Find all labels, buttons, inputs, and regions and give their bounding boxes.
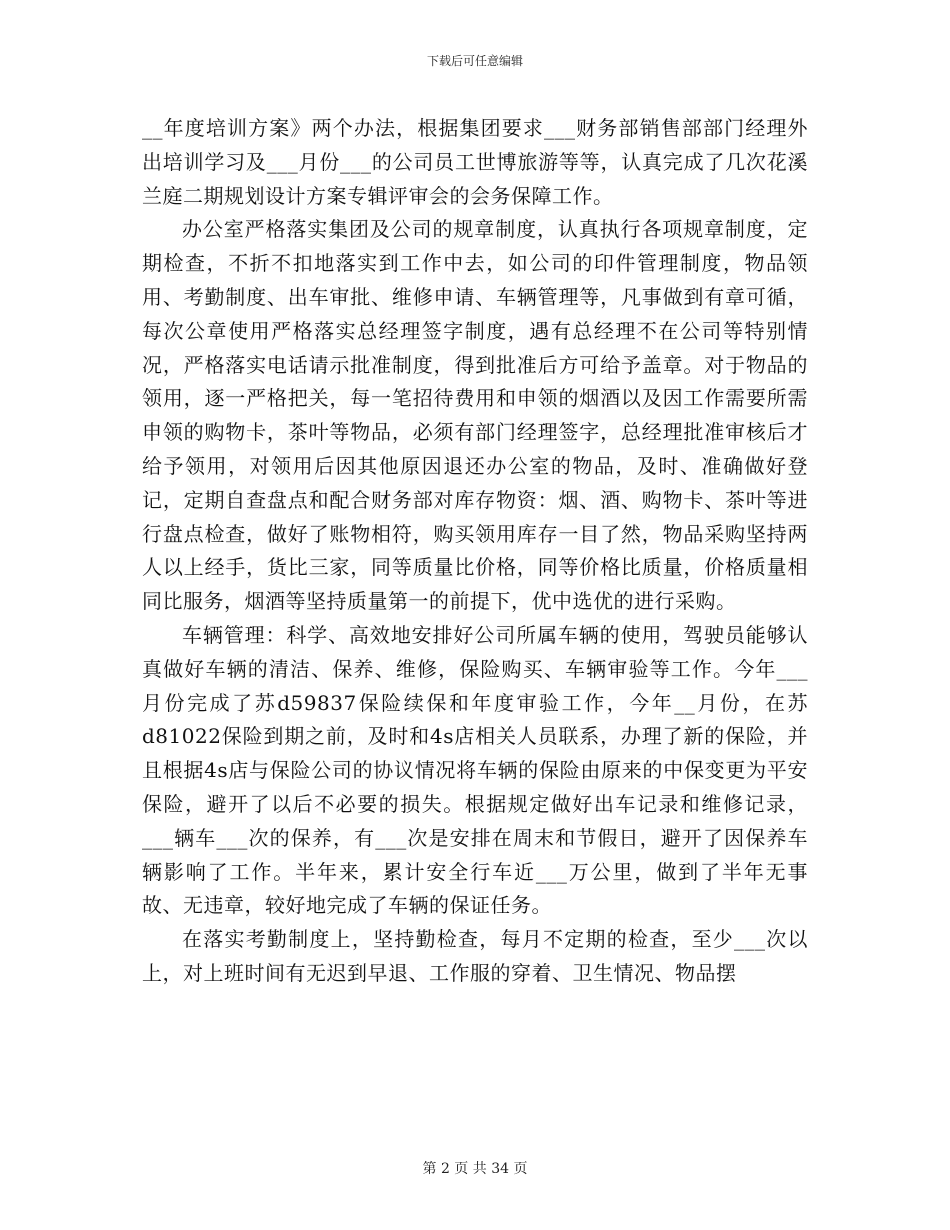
paragraph-4: 在落实考勤制度上，坚持勤检查，每月不定期的检查，至少___次以上，对上班时间有无迟到早退、工作服的穿着、卫生情况、物品摆 xyxy=(142,927,808,985)
paragraph-2: 办公室严格落实集团及公司的规章制度，认真执行各项规章制度，定期检查，不折不扣地落实到工作中去，如公司的印件管理制度，物品领用、考勤制度、出车审批、维修申请、车辆管理等，凡事做到有章可循，每次公章使用严格落实总经理签字制度，遇有总经理不在公司等特别情况，严格落实电话请示批准制度，得到批准后方可给予盖章。对于物品的领用，逐一严格把关，每一笔招待费用和申领的烟酒以及因工作需要所需申领的购物卡，茶叶等物品，必须有部门经理签字，总经理批准审核后才给予领用，对领用后因其他原因退还办公室的物品，及时、准确做好登记，定期自查盘点和配合财务部对库存物资：烟、酒、购物卡、茶叶等进行盘点检查，做好了账物相符，购买领用库存一目了然，物品采购坚持两人以上经手，货比三家，同等质量比价格，同等价格比质量，价格质量相同比服务，烟酒等坚持质量第一的前提下，优中选优的进行采购。 xyxy=(142,217,808,614)
paragraph-1: __年度培训方案》两个办法，根据集团要求___财务部销售部部门经理外出培训学习及___月份___的公司员工世博旅游等等，认真完成了几次花溪兰庭二期规划设计方案专辑评审会的会务保障工作。 xyxy=(142,116,808,208)
document-body xyxy=(142,112,808,991)
page-header: 下载后可任意编辑 xyxy=(426,54,523,68)
paragraph-3: 车辆管理：科学、高效地安排好公司所属车辆的使用，驾驶员能够认真做好车辆的清洁、保养、维修，保险购买、车辆审验等工作。今年___月份完成了苏d59837保险续保和年度审验工作，今年__月份，在苏d81022保险到期之前，及时和4s店相关人员联系，办理了新的保险，并且根据4s店与保险公司的协议情况将车辆的保险由原来的中保变更为平安保险，避开了以后不必要的损失。根据规定做好出车记录和维修记录，___辆车___次的保养，有___次是安排在周末和节假日，避开了因保养车辆影响了工作。半年来，累计安全行车近___万公里，做到了半年无事故、无违章，较好地完成了车辆的保证任务。 xyxy=(142,622,808,918)
page-footer: 第 2 页 共 34 页 xyxy=(422,1161,528,1177)
